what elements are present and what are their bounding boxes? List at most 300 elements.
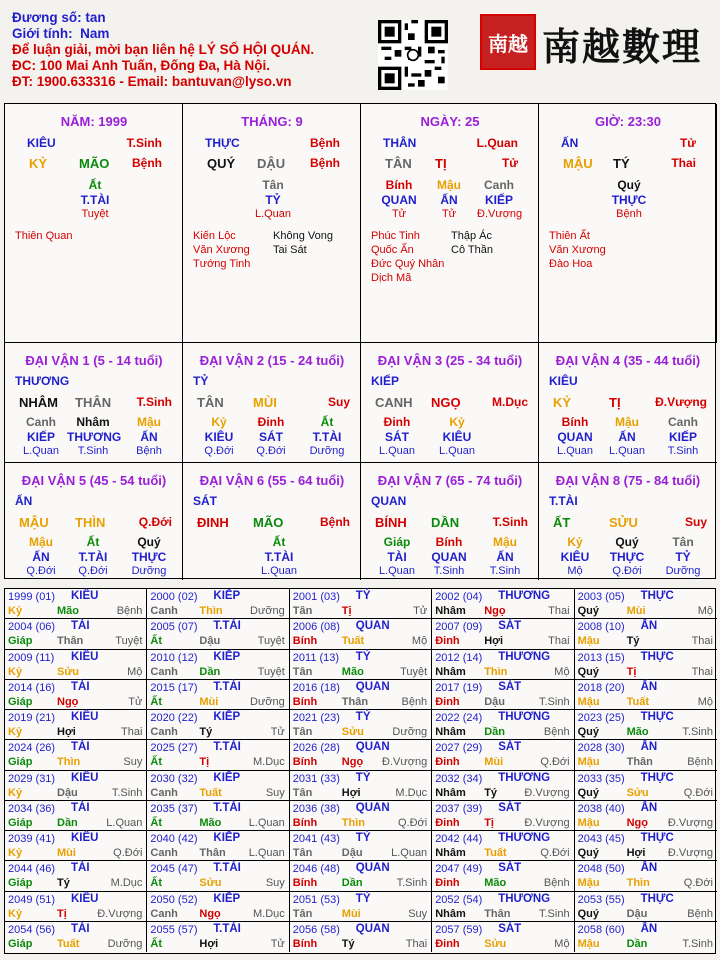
year-cell [575,680,717,710]
bazi-chart [4,103,716,579]
hidden-god: QUAN [381,193,417,207]
owner-value: tan [85,10,106,25]
year-phase: Bệnh [543,726,570,738]
dai-van-4 [539,343,717,462]
pillar-branch: TỊ [435,156,447,171]
hidden-god: ẤN [140,430,158,444]
year-phase: Dưỡng [250,695,285,708]
year-branch: Tý [341,937,355,950]
year-phase: T.Sinh [682,726,713,738]
year-branch: Tị [199,756,210,769]
year-cell [575,650,717,680]
year-label: 2010 (12) [150,651,198,664]
year-god: KIẾP [213,832,241,844]
hidden-phase: Q.Đới [204,445,234,457]
dai-van-phase: Suy [684,515,707,529]
year-label: 2042 (44) [435,833,483,845]
hidden-god: SÁT [385,430,409,444]
year-stem: Giáp [8,695,33,708]
year-god: THỰC [640,832,674,844]
year-cell [432,861,574,891]
year-label: 2017 (19) [435,681,483,694]
year-god: ẤN [640,741,658,754]
dai-van-stem: CANH [375,395,413,410]
hidden-phase: Bệnh [136,445,162,457]
year-phase: Mộ [697,605,713,617]
hidden-phase: L.Quan [22,445,60,457]
year-phase: Tuyệt [257,665,285,678]
year-god: QUAN [355,862,390,875]
year-stem: Tân [292,907,313,920]
hidden-phase: T.Sinh [667,445,699,457]
hidden-god: KIẾP [26,430,55,444]
hidden-stem: Tân [672,535,694,549]
hidden-phase: Tử [441,208,457,220]
pillar-god: ẤN [561,136,579,150]
year-branch: Hợi [199,937,219,950]
hidden-god: T.TÀI [78,550,108,564]
hidden-phase: Tử [391,208,407,220]
dai-van-god: SÁT [193,494,217,508]
year-stem: Bính [292,937,318,950]
hidden-stem: Bính [385,178,413,192]
dai-van-title: ĐẠI VẬN 4 (35 - 44 tuổi) [555,353,701,368]
year-cell [147,861,289,891]
year-stem: Nhâm [435,605,466,617]
year-phase: Dưỡng [392,726,428,738]
year-stem: Giáp [8,635,33,648]
year-phase: T.Sinh [396,877,428,890]
year-label: 2026 (28) [292,742,340,755]
hidden-phase: Dưỡng [131,565,167,577]
year-label: 2001 (03) [292,591,340,603]
dai-van-2 [183,343,361,462]
dai-van-god: QUAN [371,494,407,508]
hidden-stem: Kỷ [449,415,465,429]
year-cell [5,801,147,831]
year-cell [290,589,432,619]
year-label: 2028 (30) [577,742,625,755]
year-cell [432,589,574,619]
hidden-god: ẤN [440,193,458,207]
year-branch: Tuất [57,937,80,950]
year-branch: Sửu [626,786,649,799]
pillar-branch: TÝ [613,156,630,171]
year-phase: M.Dục [110,877,143,890]
year-phase: Mộ [554,665,570,678]
year-label: 2018 (20) [577,681,625,694]
dai-van-god: T.TÀI [549,494,578,508]
year-stem: Ất [150,937,162,950]
year-cell [290,740,432,770]
year-branch: Mùi [199,695,219,708]
year-cell [290,650,432,680]
year-god: THƯƠNG [498,650,551,663]
hidden-stem: Quý [137,535,161,549]
year-phase: Suy [408,907,428,920]
hidden-stem: Ất [320,415,334,429]
year-branch: Thìn [341,816,366,829]
dai-van-title: ĐẠI VẬN 1 (5 - 14 tuổi) [25,353,163,368]
year-phase: Thai [548,635,570,648]
year-branch: Tý [626,635,640,648]
year-label: 2023 (25) [577,712,625,724]
year-label: 2002 (04) [435,591,483,603]
year-god: TỶ [355,832,371,844]
year-cell [5,922,147,952]
year-stem: Canh [150,726,178,738]
hidden-phase: T.Sinh [433,565,465,577]
year-god: TÀI [71,680,90,693]
dai-van-stem: BÍNH [375,515,407,530]
dai-van-1 [5,343,183,462]
year-god: THỰC [640,771,674,784]
year-stem: Kỷ [8,726,23,738]
year-label: 2055 (57) [150,923,198,936]
year-label: 2049 (51) [8,893,56,906]
dai-van-god: ẤN [15,494,33,508]
year-label: 2052 (54) [435,893,483,906]
year-stem: Mậu [577,937,600,950]
year-cell [575,589,717,619]
year-label: 2051 (53) [292,893,340,906]
year-cell [147,740,289,770]
year-branch: Mùi [341,907,361,920]
year-phase: L.Quan [248,816,285,829]
year-stem: Đinh [435,756,460,769]
hidden-god: KIÊU [560,550,590,564]
year-god: THƯƠNG [498,711,551,723]
year-god: SÁT [498,801,522,814]
year-phase: Tử [270,726,285,738]
hidden-god: TÀI [387,550,407,564]
star-right: Không Vong [273,230,333,242]
year-branch: Thìn [484,665,508,678]
year-god: KIÊU [71,832,99,844]
dai-van-god: THƯƠNG [15,374,70,388]
year-god: ẤN [640,801,658,814]
hidden-god: QUAN [431,550,467,564]
year-label: 2020 (22) [150,712,198,724]
year-phase: Tử [128,695,143,708]
dai-van-title: ĐẠI VẬN 2 (15 - 24 tuổi) [199,353,345,368]
year-cell [5,892,147,922]
year-branch: Mão [341,665,364,678]
year-god: TỶ [355,771,371,784]
year-label: 2000 (02) [150,591,198,603]
dai-van-6 [183,463,361,580]
dai-van-stem: TÂN [197,395,224,410]
year-branch: Dậu [57,786,78,799]
year-label: 2029 (31) [8,772,56,785]
dai-van-branch: TỊ [609,395,621,410]
hidden-stem: Canh [484,178,514,192]
year-branch: Ngọ [484,605,506,617]
hidden-god: T.TÀI [312,430,342,444]
year-god: KIẾP [213,771,241,784]
gender-label: Giới tính: [12,26,73,41]
year-branch: Hợi [57,726,76,738]
dai-van-god: TỶ [193,374,209,388]
hidden-god: THƯƠNG [67,430,122,444]
brand-logo: 南越數理 [542,24,703,69]
year-stem: Nhâm [435,786,466,799]
pillar-stem: TÂN [385,156,412,171]
hidden-stem: Tân [262,178,284,192]
pillar-god: THÂN [383,136,417,150]
year-label: 2056 (58) [292,923,340,936]
year-label: 2050 (52) [150,893,198,906]
year-stem: Mậu [577,877,600,890]
year-branch: Mão [199,816,222,829]
year-branch: Thân [626,756,653,769]
year-cell [290,619,432,649]
year-phase: Bệnh [116,605,143,617]
year-label: 2013 (15) [577,651,625,664]
year-branch: Dậu [626,907,648,920]
year-phase: Bệnh [543,877,570,890]
hidden-god: ẤN [32,550,50,564]
year-cell [147,831,289,861]
hidden-phase: Q.Đới [256,445,286,457]
year-god: KIÊU [71,650,99,663]
year-phase: Thai [691,665,713,678]
year-stem: Đinh [435,816,460,829]
dai-van-7 [361,463,539,580]
year-stem: Bính [292,816,318,829]
year-label: 2009 (11) [8,651,55,664]
year-phase: Thai [120,726,143,738]
year-branch: Mão [484,877,507,890]
year-phase: Q.Đới [397,816,428,829]
year-stem: Ất [150,635,162,648]
year-cell [432,801,574,831]
year-phase: Đ.Vượng [382,756,428,769]
year-cell [147,680,289,710]
year-god: TÀI [71,862,90,875]
dai-van-phase: Bệnh [320,515,350,529]
year-cell [5,861,147,891]
hidden-stem: Canh [26,415,56,429]
year-branch: Thân [341,695,369,708]
year-cell [5,680,147,710]
year-branch: Tuất [341,635,365,648]
year-stem: Canh [150,665,178,678]
year-label: 2021 (23) [292,712,340,724]
hidden-phase: Bệnh [616,208,642,220]
dai-van-phase: Suy [327,395,350,409]
pillar-title: NĂM: 1999 [60,114,128,129]
hidden-stem: Kỷ [211,415,227,429]
contact-line: Để luận giải, mời bạn liên hệ LÝ SỐ HỘI QUÁN. [12,42,315,57]
year-branch: Sửu [57,665,80,678]
year-god: SÁT [498,862,522,875]
dai-van-title: ĐẠI VẬN 7 (65 - 74 tuổi) [377,473,523,488]
year-stem: Ất [150,816,162,829]
year-label: 2048 (50) [577,863,625,876]
year-phase: Suy [123,756,143,769]
year-stem: Nhâm [435,847,466,859]
year-phase: Thai [405,937,428,950]
star-left: Đức Quý Nhân [371,258,445,270]
year-god: SÁT [498,741,522,754]
dai-van-stem: MẬU [19,515,49,530]
year-label: 2047 (49) [435,863,483,876]
year-god: THỰC [640,590,674,602]
year-god: T.TÀI [213,922,241,935]
year-stem: Ất [150,756,162,769]
year-stem: Nhâm [435,665,466,678]
year-label: 2037 (39) [435,802,483,815]
year-cell [5,619,147,649]
year-branch: Ngọ [341,756,364,769]
year-phase: Mộ [127,665,143,678]
dai-van-branch: THÂN [75,395,112,410]
year-phase: T.Sinh [539,695,570,708]
year-branch: Tị [341,605,352,617]
year-branch: Tý [57,877,70,890]
year-cell [290,892,432,922]
hidden-phase: Dưỡng [665,565,701,577]
year-branch: Tị [57,907,67,920]
year-phase: Mộ [411,635,428,648]
year-cell [575,892,717,922]
year-god: TỶ [355,650,371,663]
year-branch: Dần [484,726,505,738]
hidden-phase: T.Sinh [489,565,521,577]
year-label: 2007 (09) [435,621,483,634]
hidden-god: KIẾP [484,193,513,207]
year-cell [147,650,289,680]
pillar-top-phase: Tử [679,136,696,150]
year-label: 2014 (16) [8,681,56,694]
hidden-phase: Tuyệt [81,208,109,220]
hidden-phase: Q.Đới [612,565,642,577]
hidden-stem: Mậu [437,178,461,192]
year-god: KIẾP [213,590,241,602]
year-label: 2036 (38) [292,802,340,815]
year-god: KIÊU [71,711,99,723]
year-god: T.TÀI [213,741,241,754]
year-stem: Nhâm [435,907,466,920]
year-branch: Dần [626,937,648,950]
star-right: Tai Sát [273,244,307,256]
year-stem: Quý [577,665,599,678]
hidden-stem: Mậu [493,535,517,549]
pillar-branch: DẬU [257,156,286,171]
year-phase: Tử [270,937,285,950]
year-phase: Tử [413,605,428,617]
year-phase: T.Sinh [539,907,570,920]
year-phase: Q.Đới [113,847,143,859]
year-god: ẤN [640,620,658,633]
year-phase: Q.Đới [683,786,713,799]
year-cell [432,922,574,952]
dai-van-5 [5,463,183,580]
star-left: Văn Xương [549,244,606,256]
year-cell [5,771,147,801]
year-cell [432,680,574,710]
year-stem: Canh [150,786,178,799]
year-label: 2035 (37) [150,802,198,815]
year-label: 2058 (60) [577,923,625,936]
year-god: TÀI [71,801,90,814]
star-left: Thiên Quan [15,230,73,242]
dai-van-stem: ẤT [553,515,571,530]
year-phase: Đ.Vượng [97,907,143,920]
hidden-god: KIẾP [668,430,697,444]
pillar-branch: MÃO [79,156,110,171]
pillar-top-phase: L.Quan [476,136,518,150]
pillar-phase: Bệnh [132,156,162,170]
year-stem: Nhâm [435,726,466,738]
year-god: T.TÀI [213,620,241,633]
year-cell [432,619,574,649]
year-stem: Tân [292,605,313,617]
year-god: THƯƠNG [498,771,551,784]
hidden-god: KIÊU [204,430,234,444]
owner-label: Đương số: [12,10,82,25]
year-phase: M.Dục [395,786,428,799]
phone-email-line: ĐT: 1900.633316 - Email: bantuvan@lyso.vn [12,74,292,89]
year-phase: Bệnh [687,756,713,769]
year-label: 2038 (40) [577,802,625,815]
hidden-god: ẤN [618,430,636,444]
year-cell [5,831,147,861]
year-phase: Mộ [697,695,713,708]
dai-van-branch: THÌN [75,515,106,530]
year-stem: Kỷ [8,605,23,617]
pillar-top-phase: T.Sinh [126,136,162,150]
pillar-stem: KỶ [29,156,48,171]
year-god: TÀI [71,922,90,935]
year-stem: Mậu [577,695,600,708]
hidden-stem: Ất [272,535,286,549]
year-phase: Đ.Vượng [667,847,713,859]
year-stem: Tân [292,665,313,678]
dai-van-3 [361,343,539,462]
year-stem: Bính [292,635,318,648]
year-branch: Thân [199,847,226,859]
year-branch: Mão [57,605,79,617]
year-god: ẤN [640,922,658,935]
year-stem: Quý [577,605,599,617]
year-god: THƯƠNG [498,892,551,905]
hidden-stem: Nhâm [76,415,110,429]
year-label: 2004 (06) [8,621,56,634]
hidden-god: QUAN [557,430,593,444]
star-left: Tướng Tinh [193,258,251,270]
year-branch: Tý [484,786,498,799]
year-cell [5,650,147,680]
year-stem: Kỷ [8,907,23,920]
year-phase: T.Sinh [111,786,143,799]
year-cell [432,650,574,680]
dai-van-phase: M.Dục [492,395,528,409]
year-stem: Canh [150,605,178,617]
year-stem: Mậu [577,816,600,829]
star-left: Thiên Ất [549,230,590,242]
year-label: 2044 (46) [8,863,56,876]
year-stem: Bính [292,877,318,890]
year-cell [575,922,717,952]
year-phase: Suy [265,786,285,799]
star-left: Đào Hoa [549,258,593,270]
hidden-phase: T.Sinh [77,445,109,457]
year-label: 2041 (43) [292,833,340,845]
year-stem: Ất [150,877,162,890]
year-god: QUAN [355,680,390,693]
